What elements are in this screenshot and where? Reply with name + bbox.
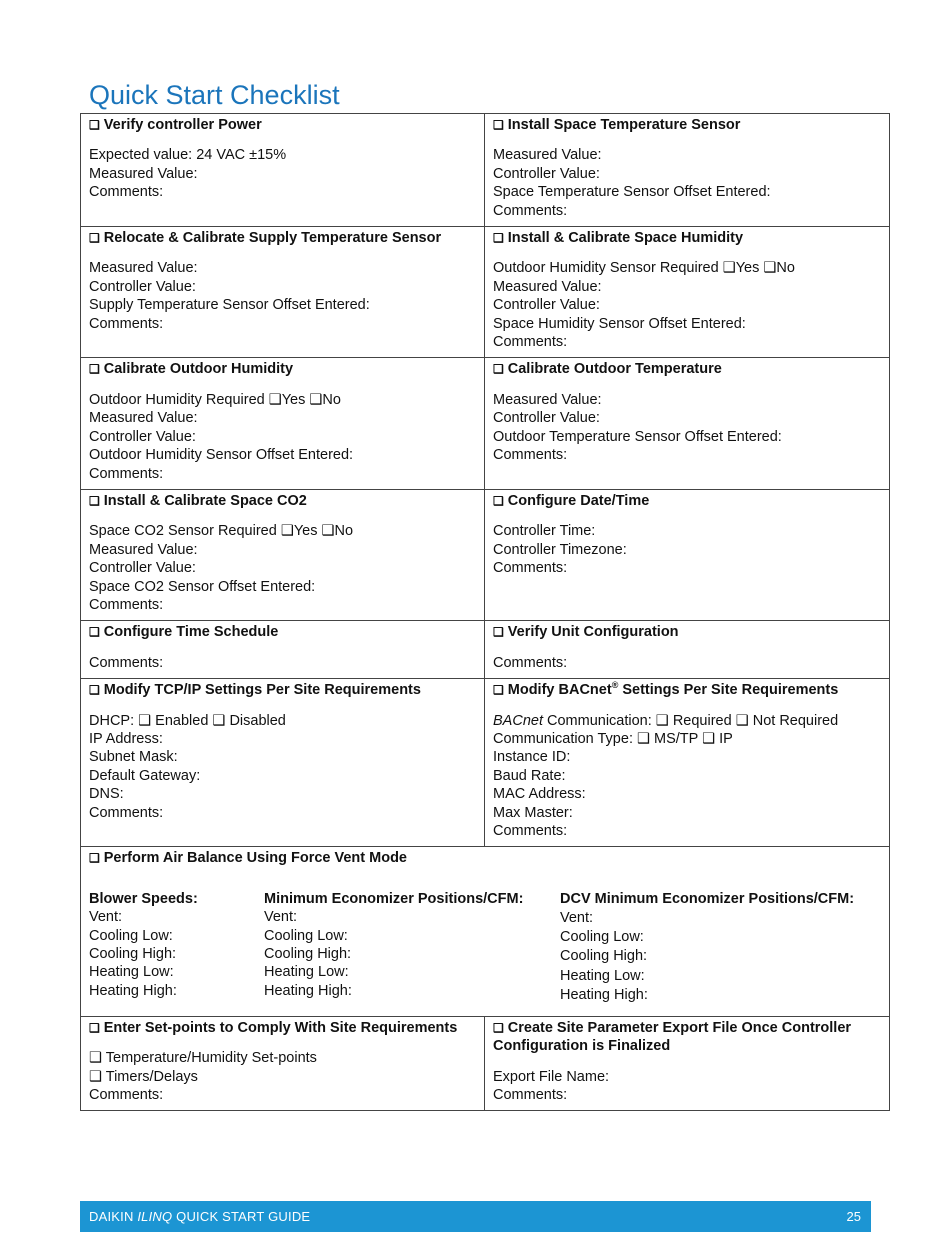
checklist-field: Controller Value: (89, 428, 196, 445)
checkbox-icon[interactable]: ❑ (493, 1020, 504, 1035)
checklist-field: ❑ Temperature/Humidity Set-points (89, 1050, 317, 1067)
checklist-item-header (89, 492, 476, 510)
checklist-item-title: Configure Time Schedule (103, 624, 279, 641)
checklist-field: Controller Value: (493, 165, 600, 182)
checklist-item-header (493, 360, 881, 378)
checklist-field: Supply Temperature Sensor Offset Entered: (89, 297, 370, 314)
checklist-field: Cooling High: (89, 946, 177, 963)
page-title: Quick Start Checklist (89, 80, 340, 110)
checklist-field: Measured Value: (89, 165, 198, 182)
checkbox-icon[interactable]: ❑ (89, 683, 100, 698)
checklist-field: Comments: (493, 823, 568, 839)
checklist-item-title: Install Space Temperature Sensor (507, 117, 741, 133)
checklist-field: Heating Low: (560, 967, 645, 984)
checkbox-icon[interactable]: ❑ (89, 851, 100, 866)
checklist-item-title: Verify controller Power (103, 117, 262, 133)
checklist-cell (81, 489, 485, 620)
air-balance-column-title: Minimum Economizer Positions/CFM: (264, 890, 524, 907)
checkbox-icon[interactable]: ❑ (89, 118, 100, 132)
checklist-item-title: Enter Set-points to Comply With Site Requirements (103, 1019, 458, 1036)
checklist-item-title: Install & Calibrate Space Humidity (507, 230, 744, 247)
checklist-cell (81, 1016, 485, 1111)
checklist-cell (81, 227, 485, 358)
checklist-row (81, 358, 890, 489)
checklist-field: DNS: (89, 786, 124, 803)
checklist-field: Cooling Low: (560, 929, 644, 946)
checklist-row (81, 227, 890, 358)
checklist-field: Comments: (89, 596, 164, 613)
checklist-cell (485, 489, 890, 620)
checkbox-icon[interactable]: ❑ (493, 118, 504, 132)
checklist-field: Instance ID: (493, 749, 571, 766)
air-balance-column-blower-speeds (89, 890, 198, 1000)
air-balance-column-dcv-minimum-economizer-positions-cfm (560, 890, 854, 1005)
checklist-cell (81, 114, 485, 227)
checklist-field: Space CO2 Sensor Required ❑Yes ❑No (89, 523, 354, 540)
air-balance-columns (89, 890, 881, 1010)
checklist-field: Controller Value: (89, 560, 196, 577)
checklist-item-title: Verify Unit Configuration (507, 624, 679, 641)
checklist-item-title-part: Settings Per Site Requirements (618, 682, 839, 699)
checklist-field: Cooling Low: (89, 927, 173, 944)
checklist-field: Heating High: (264, 982, 352, 999)
checklist-field: Vent: (89, 909, 123, 926)
checklist-item-header (89, 360, 476, 378)
checklist-field: Measured Value: (89, 260, 198, 277)
page-number: 25 (846, 1209, 861, 1224)
checklist-item-header (493, 623, 881, 641)
checkbox-icon[interactable]: ❑ (493, 625, 504, 640)
checklist-field: Controller Value: (493, 297, 600, 314)
checkbox-icon[interactable]: ❑ (89, 231, 100, 246)
checklist-field: Measured Value: (89, 541, 198, 558)
checklist-field: Space Temperature Sensor Offset Entered: (493, 184, 771, 201)
checklist-field: Measured Value: (493, 147, 602, 164)
checklist-field: Comments: (89, 1087, 164, 1104)
checklist-row (81, 1016, 890, 1111)
checklist-item-title-part: Modify BACnet (507, 682, 612, 699)
checklist-item-header (493, 1019, 881, 1056)
checklist-field: Cooling Low: (264, 927, 348, 944)
checklist-field: Measured Value: (493, 278, 602, 295)
checkbox-icon[interactable]: ❑ (493, 683, 504, 698)
checklist-field: Outdoor Humidity Sensor Required ❑Yes ❑No (493, 260, 795, 277)
checklist-field: ❑ Timers/Delays (89, 1068, 198, 1085)
checklist-item-title: Calibrate Outdoor Temperature (507, 361, 722, 378)
checkbox-icon[interactable]: ❑ (493, 362, 504, 377)
checklist-item-title: Relocate & Calibrate Supply Temperature Sensor (103, 230, 442, 247)
checklist-field: IP Address: (89, 730, 163, 747)
checklist-field: Default Gateway: (89, 767, 201, 784)
checklist-item-title: Calibrate Outdoor Humidity (103, 361, 294, 378)
checklist-field: Outdoor Humidity Sensor Offset Entered: (89, 447, 354, 464)
checklist-field: MAC Address: (493, 786, 586, 803)
checklist-item-header (89, 681, 476, 699)
checklist-field: Controller Timezone: (493, 541, 627, 558)
checklist-field: Heating Low: (89, 964, 174, 981)
bacnet-label: BACnet (493, 712, 543, 729)
checklist-field: Comments: (89, 315, 164, 332)
checklist-item-title: Configure Date/Time (507, 492, 650, 509)
checklist-field: Communication Type: ❑ MS/TP ❑ IP (493, 730, 733, 747)
checklist-item-header (493, 116, 881, 134)
checkbox-icon[interactable]: ❑ (89, 1020, 100, 1035)
checklist-table (80, 113, 890, 1111)
air-balance-column-title: DCV Minimum Economizer Positions/CFM: (560, 890, 855, 907)
checklist-field: Comments: (493, 202, 568, 219)
footer-title: DAIKIN ILINQ QUICK START GUIDE (89, 1209, 311, 1224)
checklist-item-header (493, 492, 881, 510)
checklist-item-header (89, 229, 476, 247)
checklist-field: Controller Value: (89, 278, 196, 295)
checklist-field (493, 712, 881, 730)
checklist-field: Max Master: (493, 804, 573, 821)
checkbox-icon[interactable]: ❑ (89, 493, 100, 508)
checklist-cell (81, 358, 485, 489)
checklist-item-header (89, 623, 476, 641)
checklist-item-title-part: ® (611, 680, 619, 691)
checklist-row (81, 621, 890, 679)
checklist-field: Measured Value: (89, 410, 198, 427)
checklist-item-title: Create Site Parameter Export File Once Controller Configuration is Finalized (493, 1019, 852, 1055)
checklist-field: Outdoor Temperature Sensor Offset Entered: (493, 428, 782, 445)
checklist-field: Controller Value: (493, 410, 600, 427)
checkbox-icon[interactable]: ❑ (493, 231, 504, 246)
checklist-field: Heating High: (560, 986, 648, 1003)
checklist-item-header (89, 1019, 476, 1037)
checklist-field: Comments: (89, 654, 164, 671)
checklist-field: Comments: (89, 804, 164, 821)
checklist-field: Comments: (493, 334, 568, 351)
checklist-field: Vent: (264, 909, 298, 926)
checklist-field: Cooling High: (264, 946, 352, 963)
checklist-field: Comments: (493, 1087, 568, 1104)
checklist-cell (485, 621, 890, 679)
checklist-item-header (493, 229, 881, 247)
checklist-field: Comments: (89, 465, 164, 482)
checklist-item-title: Modify TCP/IP Settings Per Site Requirements (103, 682, 421, 699)
checklist-cell (485, 114, 890, 227)
bacnet-communication-field: Communication: ❑ Required ❑ Not Required (542, 712, 839, 729)
air-balance-row (81, 847, 890, 1016)
checklist-item-title: Perform Air Balance Using Force Vent Mode (103, 850, 407, 867)
checklist-field: Outdoor Humidity Required ❑Yes ❑No (89, 391, 341, 408)
checklist-field: DHCP: ❑ Enabled ❑ Disabled (89, 712, 286, 729)
checklist-field: Controller Time: (493, 523, 596, 540)
checklist-field: Heating High: (89, 982, 177, 999)
checklist-cell (81, 621, 485, 679)
checklist-field: Baud Rate: (493, 767, 566, 784)
checklist-cell (485, 679, 890, 847)
page-footer (80, 1201, 871, 1232)
checkbox-icon[interactable]: ❑ (89, 625, 100, 640)
checklist-item-header (89, 849, 881, 867)
air-balance-column-minimum-economizer-positions-cfm (264, 890, 523, 1000)
checkbox-icon[interactable]: ❑ (89, 362, 100, 377)
checklist-item-header (89, 116, 476, 134)
checklist-field: Comments: (89, 184, 164, 201)
checklist-field: Export File Name: (493, 1068, 610, 1085)
checklist-field: Expected value: 24 VAC ±15% (89, 147, 287, 164)
checklist-cell (485, 1016, 890, 1111)
checklist-field: Space Humidity Sensor Offset Entered: (493, 315, 746, 332)
checklist-field: Space CO2 Sensor Offset Entered: (89, 578, 316, 595)
checklist-cell (81, 679, 485, 847)
checklist-field: Measured Value: (493, 391, 602, 408)
checklist-row (81, 114, 890, 227)
checklist-item-title: Install & Calibrate Space CO2 (103, 492, 307, 509)
checklist-cell (485, 227, 890, 358)
checklist-field: Comments: (493, 560, 568, 577)
checklist-field: Cooling High: (560, 948, 648, 965)
checklist-item-header (493, 681, 881, 699)
checklist-field: Vent: (560, 910, 594, 927)
checklist-field: Subnet Mask: (89, 749, 178, 766)
checklist-field: Heating Low: (264, 964, 349, 981)
checkbox-icon[interactable]: ❑ (493, 493, 504, 508)
checklist-field: Comments: (493, 447, 568, 464)
checklist-field: Comments: (493, 654, 568, 671)
air-balance-cell (81, 847, 890, 1016)
checklist-row (81, 679, 890, 847)
checklist-row (81, 489, 890, 620)
checklist-cell (485, 358, 890, 489)
air-balance-column-title: Blower Speeds: (89, 890, 198, 907)
